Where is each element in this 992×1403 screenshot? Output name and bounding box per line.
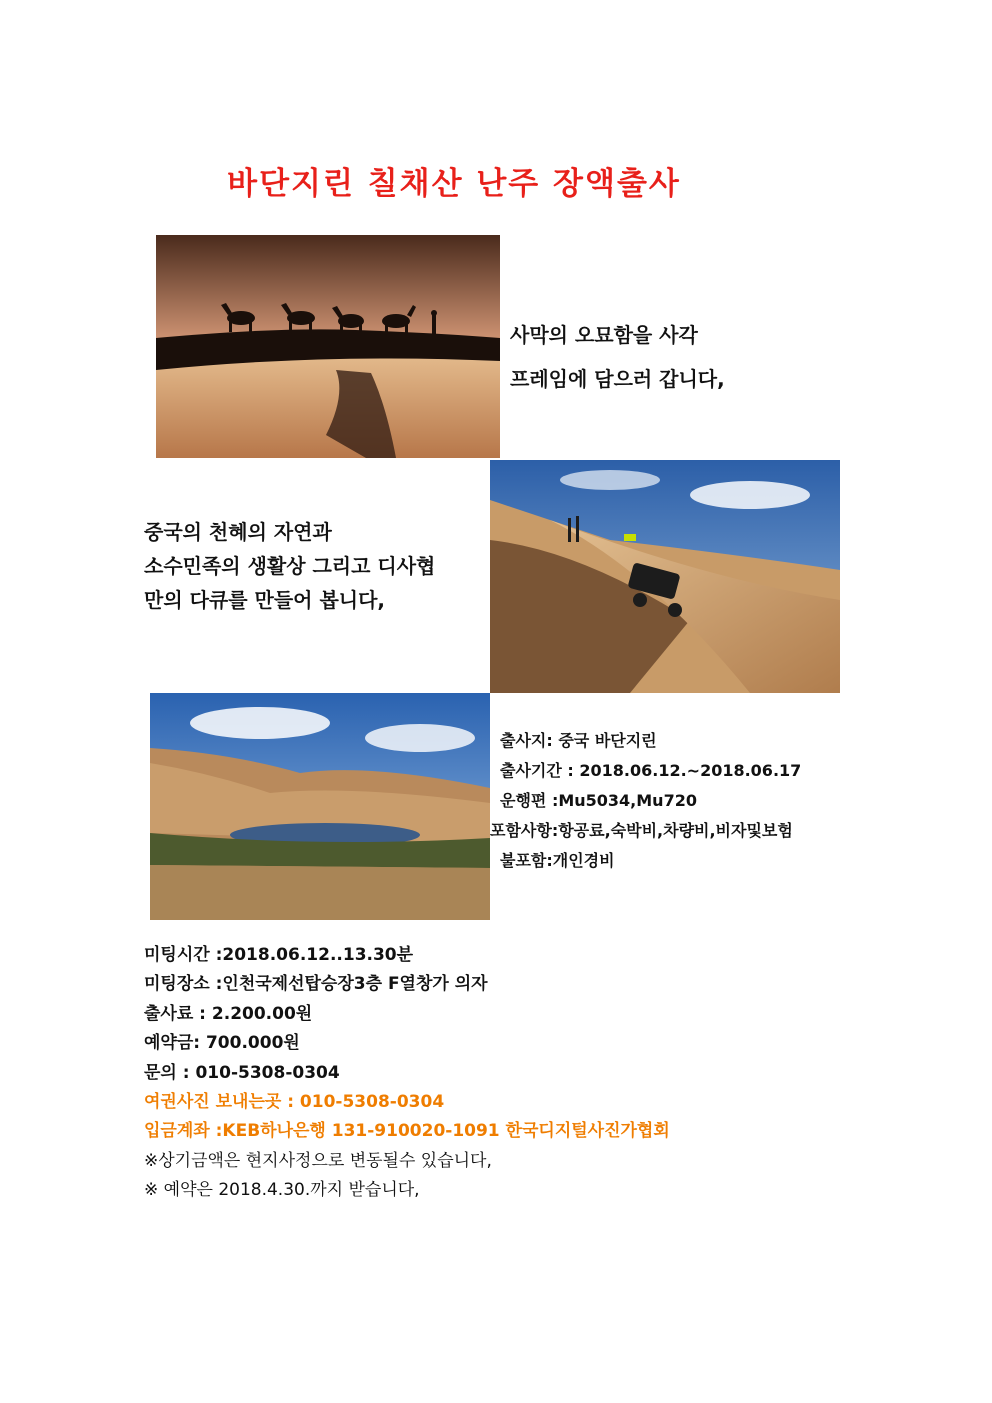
info-included: 포함사항:항공료,숙박비,차량비,비자및보험 [490, 821, 793, 840]
page-title: 바단지린 칠채산 난주 장액출사 [227, 166, 681, 202]
note-price: ※상기금액은 현지사정으로 변동될수 있습니다, [144, 1150, 492, 1171]
info-destination: 출사지: 중국 바단지린 [500, 731, 657, 750]
caption-line: 소수민족의 생활상 그리고 디사협 [144, 554, 436, 578]
trip-info [490, 726, 801, 876]
section2-caption [144, 515, 435, 617]
photo-send: 여권사진 보내는곳 : 010-5308-0304 [144, 1092, 445, 1113]
deposit: 예약금: 700.000원 [144, 1033, 300, 1054]
meeting-time: 미팅시간 :2018.06.12..13.30분 [144, 945, 414, 965]
caption-line: 프레임에 담으러 갑니다, [510, 367, 725, 391]
caption-line: 사막의 오묘함을 사각 [510, 323, 698, 347]
desert-oasis-lake-photo [150, 693, 490, 920]
desert-camel-caravan-photo [156, 235, 500, 458]
caption-line: 중국의 천혜의 자연과 [144, 520, 332, 544]
info-period: 출사기간 : 2018.06.12.~2018.06.17 [500, 761, 802, 780]
section1-caption [510, 313, 725, 401]
caption-line: 만의 다큐를 만들어 봅니다, [144, 588, 386, 612]
fee: 출사료 : 2.200.00원 [144, 1003, 313, 1024]
inquiry: 문의 : 010-5308-0304 [144, 1062, 340, 1083]
meeting-place: 미팅장소 :인천국제선탑승장3층 F열창가 의자 [144, 974, 488, 995]
details-block [144, 941, 670, 1206]
desert-jeep-on-dunes-photo [490, 460, 840, 693]
account: 입금계좌 :KEB하나은행 131-910020-1091 한국디지털사진가협회 [144, 1121, 670, 1142]
info-flights: 운행편 :Mu5034,Mu720 [500, 791, 697, 810]
note-deadline: ※ 예약은 2018.4.30.까지 받습니다, [144, 1180, 420, 1201]
info-excluded: 불포함:개인경비 [500, 851, 615, 870]
